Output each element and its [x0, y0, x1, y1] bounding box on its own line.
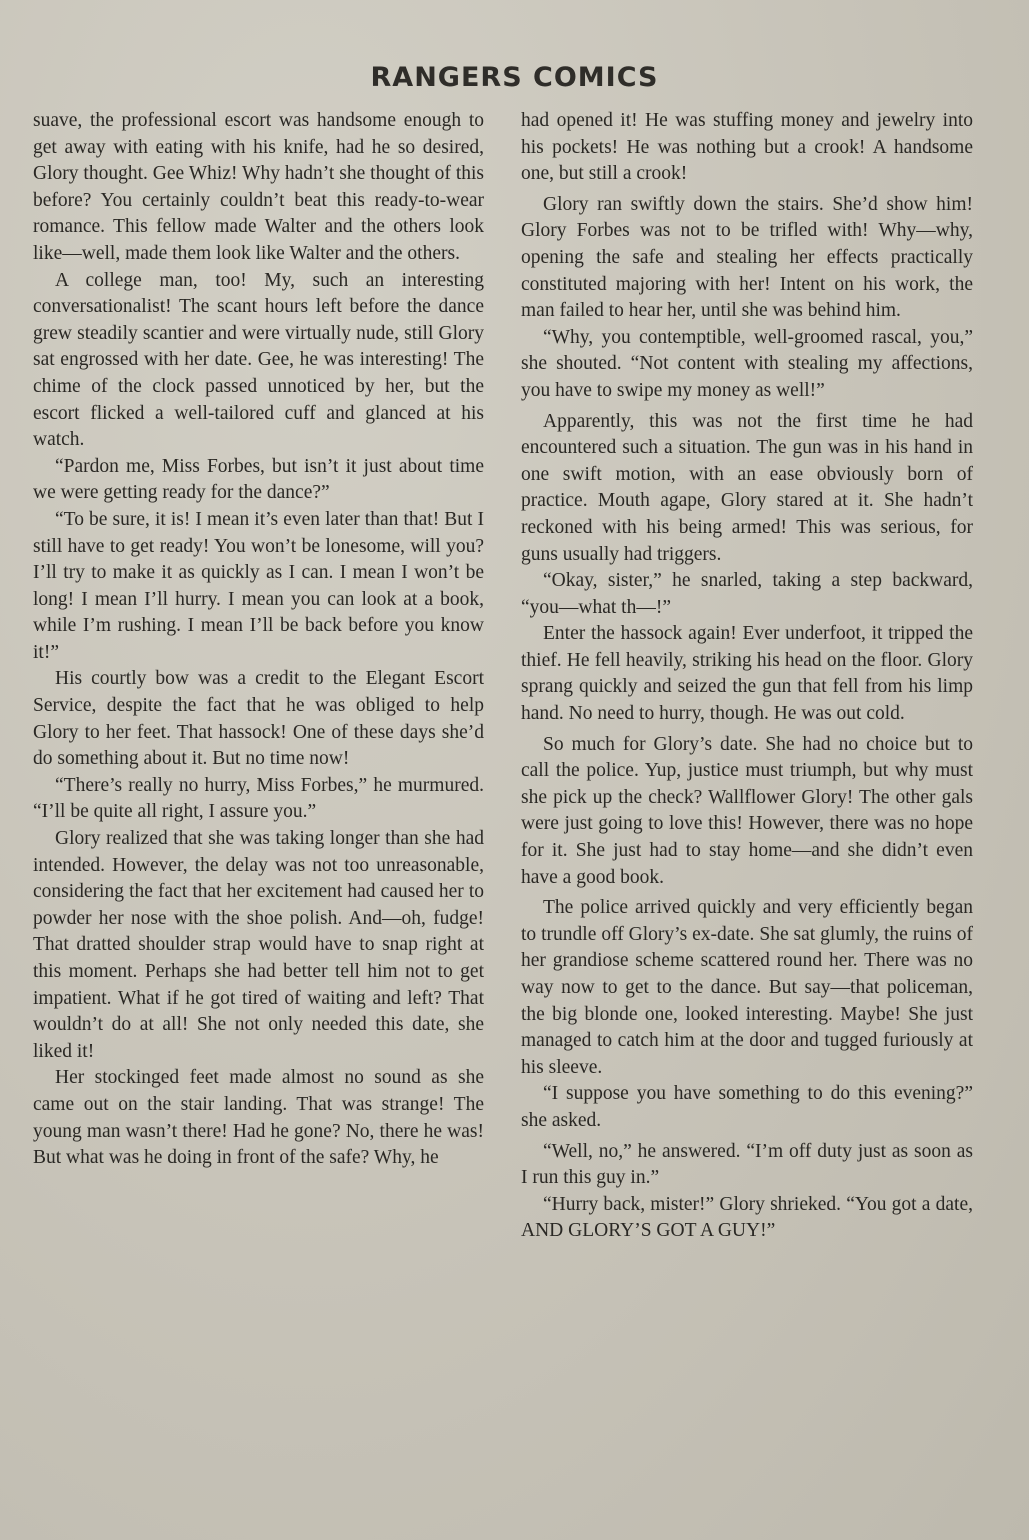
paragraph: “I suppose you have something to do this evening?” she asked.	[521, 1083, 973, 1131]
paragraph: “Pardon me, Miss Forbes, but isn’t it just about time we were getting ready for the dance?”	[33, 455, 484, 504]
paragraph: “There’s really no hurry, Miss Forbes,” he murmured. “I’ll be quite all right, I assure you.”	[33, 774, 484, 823]
paragraph: Glory ran swiftly down the stairs. She’d show him! Glory Forbes was not to be trifled with! Why—why, opening the safe and stealing her effects practically constituted majoring with her! Intent on his work, the man failed to hear her, until she was behind him.	[521, 193, 973, 322]
right-column	[521, 108, 973, 1245]
paragraph: “To be sure, it is! I mean it’s even later than that! But I still have to get ready! You won’t be lonesome, will you? I’ll try to make it as quickly as I can. I mean I won’t be long! I mean I’ll hurry. I mean you can look at a book, while I’m rushing. I mean I’ll be back before you know it!”	[33, 508, 484, 663]
paragraph: The police arrived quickly and very efficiently began to trundle off Glory’s ex-date. She sat glumly, the ruins of her grandiose scheme scattered round her. There was no way now to get to the dance. But say—that policeman, the big blonde one, looked interesting. Maybe! She just managed to catch him at the door and tugged furiously at his sleeve.	[521, 897, 973, 1078]
page-header: RANGERS COMICS	[370, 62, 659, 93]
paragraph: had opened it! He was stuffing money and jewelry into his pockets! He was nothing but a crook! A handsome one, but still a crook!	[521, 110, 973, 185]
paragraph: Enter the hassock again! Ever underfoot, it tripped the thief. He fell heavily, striking his head on the floor. Glory sprang quickly and seized the gun that fell from his limp hand. No need to hurry, though. He was out cold.	[521, 623, 973, 725]
paragraph: “Why, you contemptible, well-groomed rascal, you,” she shouted. “Not content with stealing my affections, you have to swipe my money as well!”	[521, 326, 973, 401]
paragraph: Apparently, this was not the first time he had encountered such a situation. The gun was in his hand in one swift motion, with an ease obviously born of practice. Mouth agape, Glory stared at it. She hadn’t reckoned with his being armed! This was serious, for guns usually had triggers.	[521, 410, 973, 565]
paragraph: “Hurry back, mister!” Glory shrieked. “You got a date, AND GLORY’S GOT A GUY!”	[521, 1193, 973, 1242]
paragraph: “Okay, sister,” he snarled, taking a step backward, “you—what th—!”	[521, 570, 973, 618]
paragraph: So much for Glory’s date. She had no choice but to call the police. Yup, justice must triumph, but why must she pick up the check? Wallflower Glory! The other gals were just going to love this! However, there was no hope for it. She just had to stay home—and she didn’t even have a good book.	[521, 733, 973, 888]
paragraph: Her stockinged feet made almost no sound as she came out on the stair landing. That was strange! The young man wasn’t there! Had he gone? No, there he was! But what was he doing in front of the safe? Why, he	[33, 1067, 484, 1169]
paragraph: suave, the professional escort was handsome enough to get away with eating with his knife, had he so desired, Glory thought. Gee Whiz! Why hadn’t she thought of this before? You certainly couldn’t beat this ready-to-wear romance. This fellow made Walter and the others look like—well, made them look like Walter and the others.	[33, 110, 484, 264]
paragraph: A college man, too! My, such an interesting conversationalist! The scant hours left before the dance grew steadily scantier and were virtually nude, still Glory sat engrossed with her date. Gee, he was interesting! The chime of the clock passed unnoticed by her, but the escort flicked a well-tailored cuff and glanced at his watch.	[33, 269, 484, 451]
paragraph: “Well, no,” he answered. “I’m off duty just as soon as I run this guy in.”	[521, 1140, 973, 1189]
paragraph: His courtly bow was a credit to the Elegant Escort Service, despite the fact that he was obliged to help Glory to her feet. That hassock! One of these days she’d do something about it. But no time now!	[33, 668, 484, 770]
left-column	[33, 108, 484, 1172]
paragraph: Glory realized that she was taking longer than she had intended. However, the delay was not too unreasonable, considering the fact that her excitement had caused her to powder her nose with the shoe polish. And—oh, fudge! That dratted shoulder strap would have to snap right at this moment. Perhaps she had better tell him not to get impatient. What if he got tired of waiting and left? That wouldn’t do at all! She not only needed this date, she liked it!	[33, 828, 484, 1062]
